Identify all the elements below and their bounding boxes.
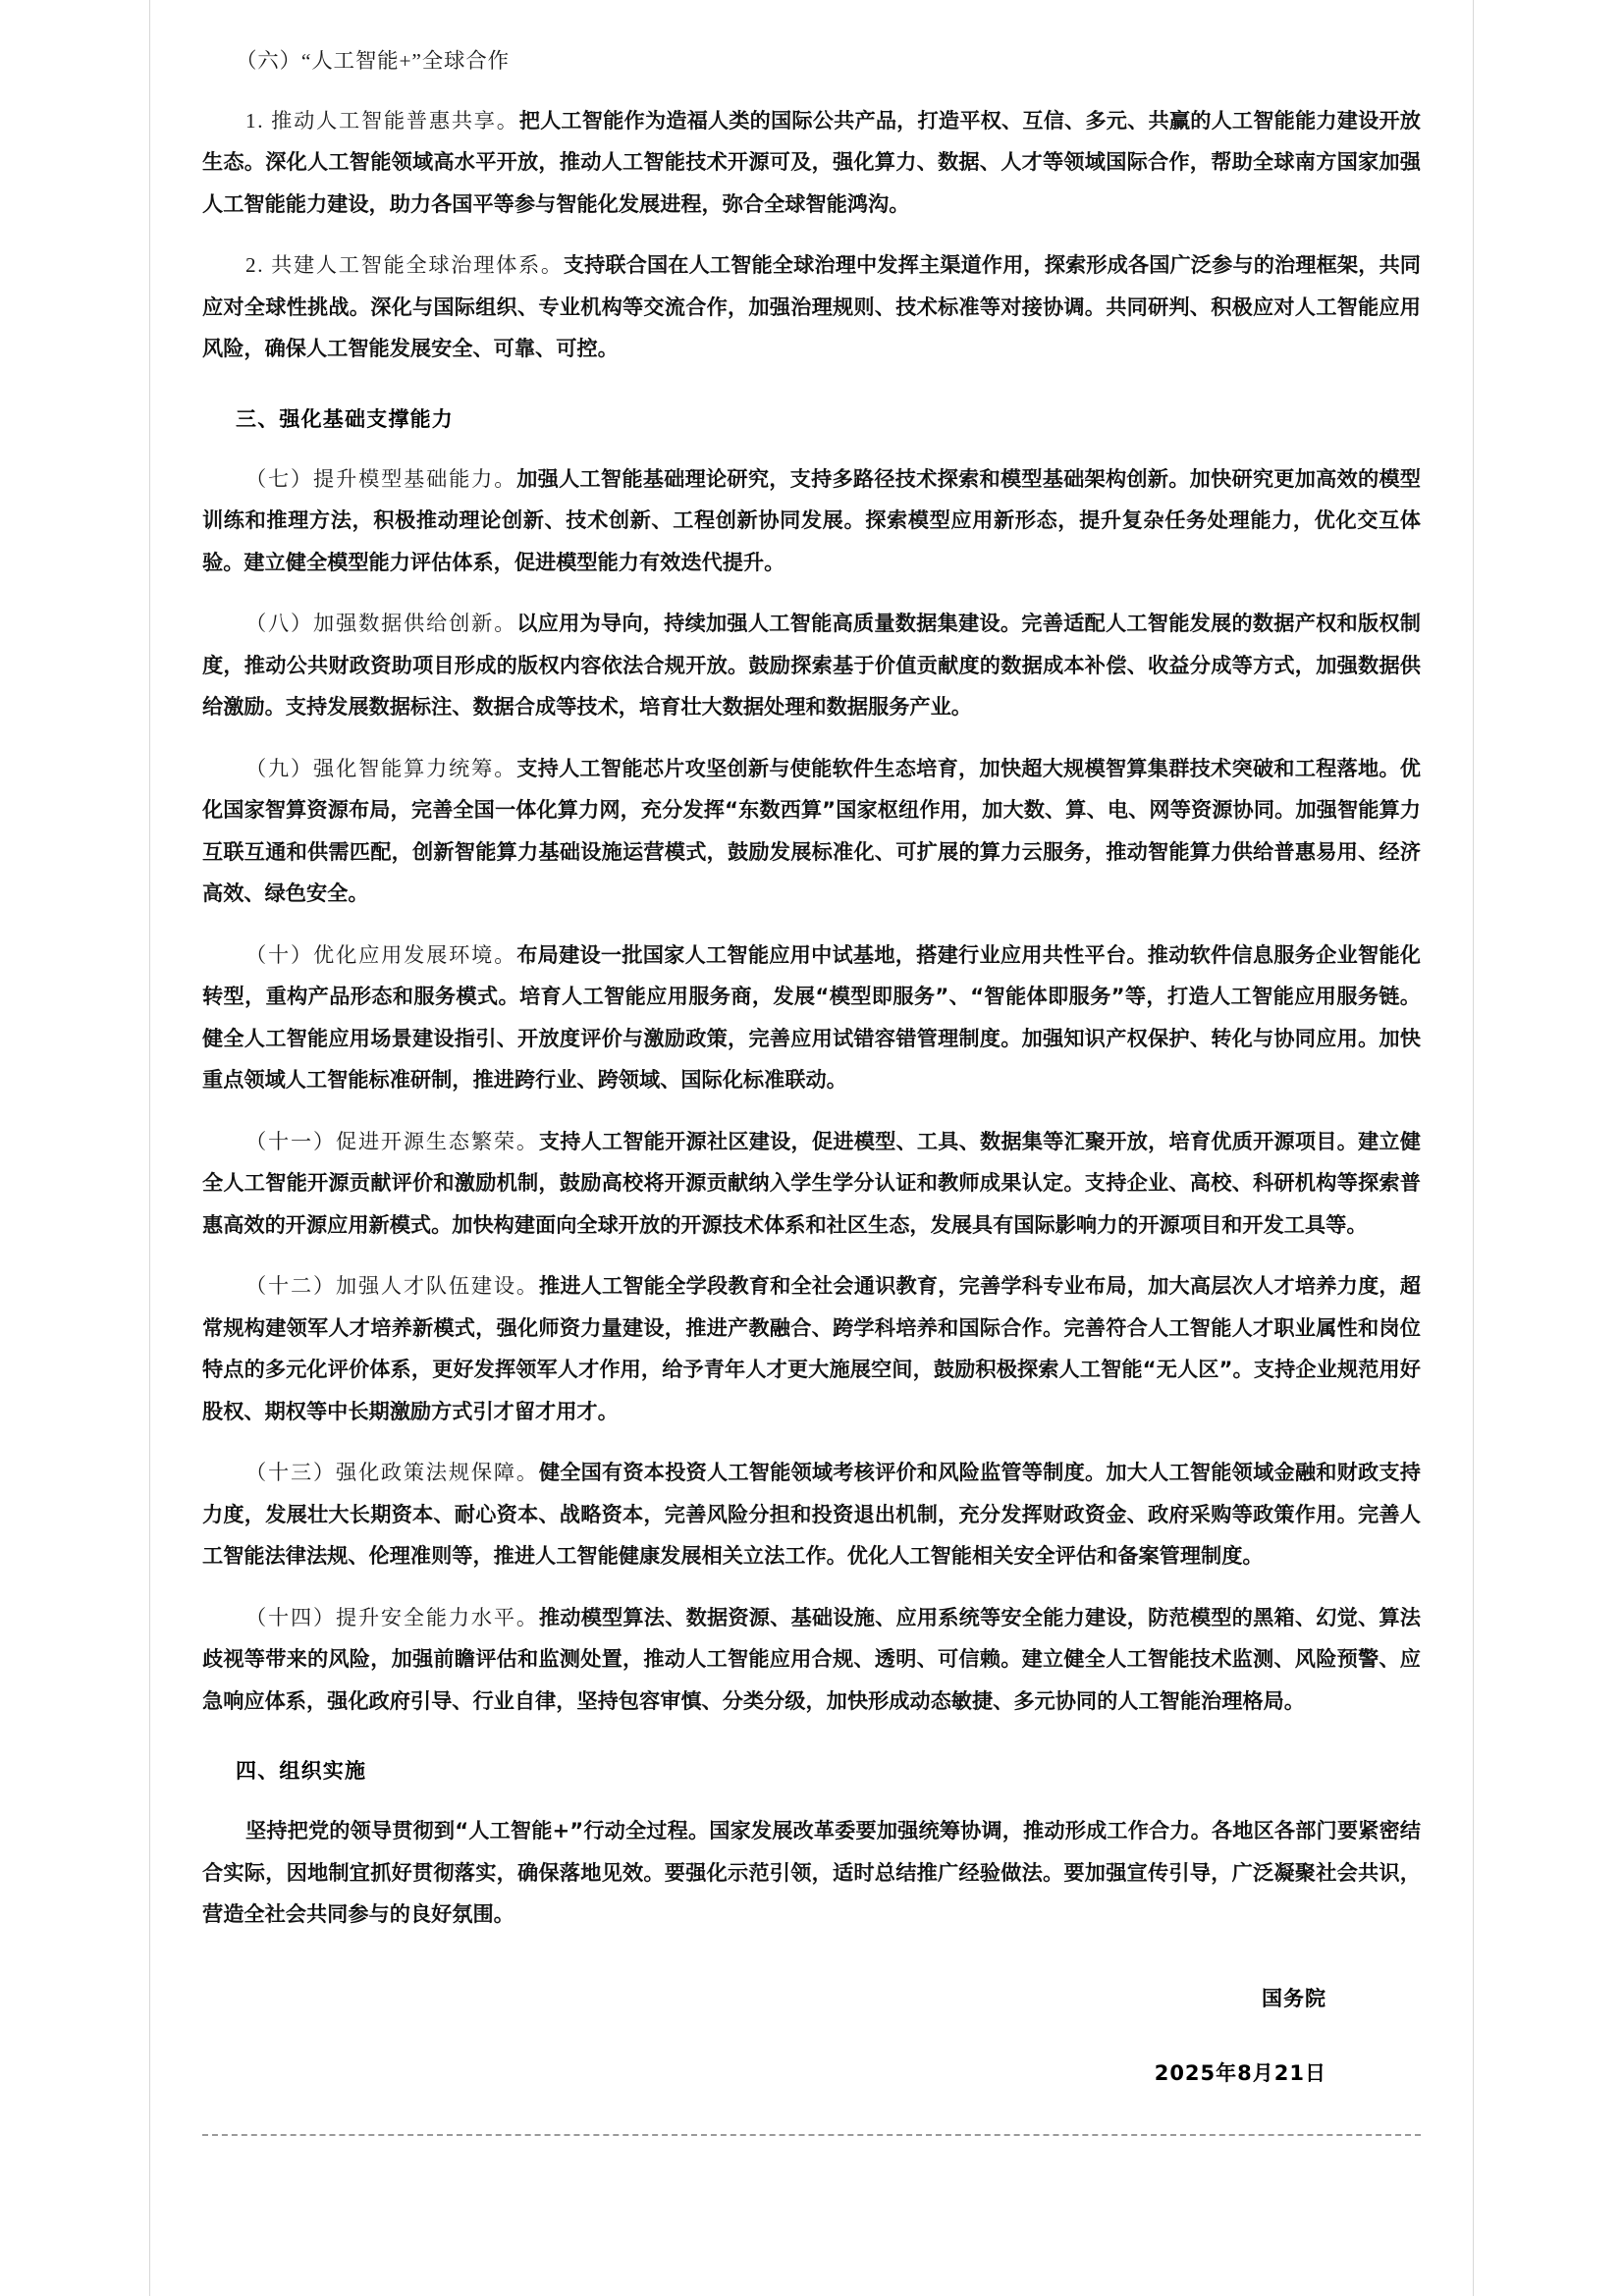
paragraph-lead: （七）提升模型基础能力。 xyxy=(245,466,517,491)
paragraph-body: 加强人工智能基础理论研究，支持多路径技术探索和模型基础架构创新。加快研究更加高效的模型训练和推理方法，积极推动理论创新、技术创新、工程创新协同发展。探索模型应用新形态，提升复杂任务处理能力，优化交互体验。建立健全模型能力评估体系，促进模型能力有效迭代提升。 xyxy=(202,465,1421,574)
paragraph-seven xyxy=(202,458,1421,584)
paragraph-body: 把人工智能作为造福人类的国际公共产品，打造平权、互信、多元、共赢的人工智能能力建设开放生态。深化人工智能领域高水平开放，推动人工智能技术开源可及，强化算力、数据、人才等领域国际合作，帮助全球南方国家加强人工智能能力建设，助力各国平等参与智能化发展进程，弥合全球智能鸿沟。 xyxy=(202,107,1421,216)
paragraph-eleven xyxy=(202,1121,1421,1247)
paragraph-body: 推进人工智能全学段教育和全社会通识教育，完善学科专业布局，加大高层次人才培养力度，超常规构建领军人才培养新模式，强化师资力量建设，推进产教融合、跨学科培养和国际合作。完善符合人工智能人才职业属性和岗位特点的多元化评价体系，更好发挥领军人才作用，给予青年人才更大施展空间，鼓励积极探索人工智能“无人区”。支持企业规范用好股权、期权等中长期激励方式引才留才用才。 xyxy=(202,1273,1421,1423)
paragraph-lead: （十二）加强人才队伍建设。 xyxy=(245,1274,539,1298)
paragraph-body: 布局建设一批国家人工智能应用中试基地，搭建行业应用共性平台。推动软件信息服务企业智能化转型，重构产品形态和服务模式。培育人工智能应用服务商，发展“模型即服务”、“智能体即服务”等，打造人工智能应用服务链。健全人工智能应用场景建设指引、开放度评价与激励政策，完善应用试错容错管理制度。加强知识产权保护、转化与协同应用。加快重点领域人工智能标准研制，推进跨行业、跨领域、国际化标准联动。 xyxy=(202,941,1421,1092)
paragraph-body: 支持联合国在人工智能全球治理中发挥主渠道作用，探索形成各国广泛参与的治理框架，共同应对全球性挑战。深化与国际组织、专业机构等交流合作，加强治理规则、技术标准等对接协调。共同研判、积极应对人工智能应用风险，确保人工智能发展安全、可靠、可控。 xyxy=(202,252,1421,360)
signature-date: 2025年8月21日 xyxy=(1154,2060,1326,2085)
paragraph-lead: （十一）促进开源生态繁荣。 xyxy=(245,1129,539,1153)
paragraph-body: 支持人工智能芯片攻坚创新与使能软件生态培育，加快超大规模智算集群技术突破和工程落地。优化国家智算资源布局，完善全国一体化算力网，充分发挥“东数西算”国家枢纽作用，加大数、算、电、网等资源协同。加强智能算力互联互通和供需匹配，创新智能算力基础设施运营模式，鼓励发展标准化、可扩展的算力云服务，推动智能算力供给普惠易用、经济高效、绿色安全。 xyxy=(202,755,1421,905)
paragraph-lead: （九）强化智能算力统筹。 xyxy=(245,756,517,780)
paragraph-body: 推动模型算法、数据资源、基础设施、应用系统等安全能力建设，防范模型的黑箱、幻觉、算法歧视等带来的风险，加强前瞻评估和监测处置，推动人工智能应用合规、透明、可信赖。建立健全人工智能技术监测、风险预警、应急响应体系，强化政府引导、行业自律，坚持包容审慎、分类分级，加快形成动态敏捷、多元协同的人工智能治理格局。 xyxy=(202,1604,1421,1713)
paragraph-lead: （十四）提升安全能力水平。 xyxy=(245,1605,539,1629)
paragraph-six-2 xyxy=(202,244,1421,370)
paragraph-implementation xyxy=(202,1810,1421,1936)
paragraph-lead: 2. 共建人工智能全球治理体系。 xyxy=(245,253,564,277)
document-page xyxy=(165,0,1458,2296)
paragraph-eight xyxy=(202,603,1421,728)
paragraph-thirteen xyxy=(202,1452,1421,1577)
paragraph-body: 以应用为导向，持续加强人工智能高质量数据集建设。完善适配人工智能发展的数据产权和版权制度，推动公共财政资助项目形成的版权内容依法合规开放。鼓励探索基于价值贡献度的数据成本补偿、收益分成等方式，加强数据供给激励。支持发展数据标注、数据合成等技术，培育壮大数据处理和数据服务产业。 xyxy=(202,611,1421,719)
paragraph-ten xyxy=(202,934,1421,1101)
page-edge-rule-right-outer xyxy=(1473,0,1474,2296)
signature-signer: 国务院 xyxy=(1262,1986,1326,2010)
paragraph-nine xyxy=(202,748,1421,915)
document-content xyxy=(165,51,1458,2136)
paragraph-lead: （八）加强数据供给创新。 xyxy=(245,612,517,635)
page-edge-rule-left-outer xyxy=(149,0,150,2296)
section-heading-three: 三、强化基础支撑能力 xyxy=(236,406,454,431)
paragraph-six-1 xyxy=(202,100,1421,226)
paragraph-body: 支持人工智能开源社区建设，促进模型、工具、数据集等汇聚开放，培育优质开源项目。建立健全人工智能开源贡献评价和激励机制，鼓励高校将开源贡献纳入学生学分认证和教师成果认定。支持企业、高校、科研机构等探索普惠高效的开源应用新模式。加快构建面向全球开放的开源技术体系和社区生态，发展具有国际影响力的开源项目和开发工具等。 xyxy=(202,1128,1421,1237)
paragraph-body: 坚持把党的领导贯彻到“人工智能+”行动全过程。国家发展改革委要加强统筹协调，推动形成工作合力。各地区各部门要紧密结合实际，因地制宜抓好贯彻落实，确保落地见效。要强化示范引领，适时总结推广经验做法。要加强宣传引导，广泛凝聚社会共识，营造全社会共同参与的良好氛围。 xyxy=(202,1818,1421,1926)
section-heading-four: 四、组织实施 xyxy=(236,1759,367,1783)
paragraph-fourteen xyxy=(202,1597,1421,1723)
signature-block xyxy=(202,1983,1421,2087)
paragraph-body: 健全国有资本投资人工智能领域考核评价和风险监管等制度。加大人工智能领域金融和财政支持力度，发展壮大长期资本、耐心资本、战略资本，完善风险分担和投资退出机制，充分发挥财政资金、政府采购等政策作用。完善人工智能法律法规、伦理准则等，推进人工智能健康发展相关立法工作。优化人工智能相关安全评估和备案管理制度。 xyxy=(202,1460,1421,1568)
paragraph-twelve xyxy=(202,1265,1421,1432)
footer-divider xyxy=(202,2134,1421,2136)
paragraph-lead: 1. 推动人工智能普惠共享。 xyxy=(245,108,519,133)
paragraph-lead: （十三）强化政策法规保障。 xyxy=(245,1461,539,1484)
subsection-title-six: （六）“人工智能+”全球合作 xyxy=(236,49,510,73)
paragraph-lead: （十）优化应用发展环境。 xyxy=(245,942,517,967)
